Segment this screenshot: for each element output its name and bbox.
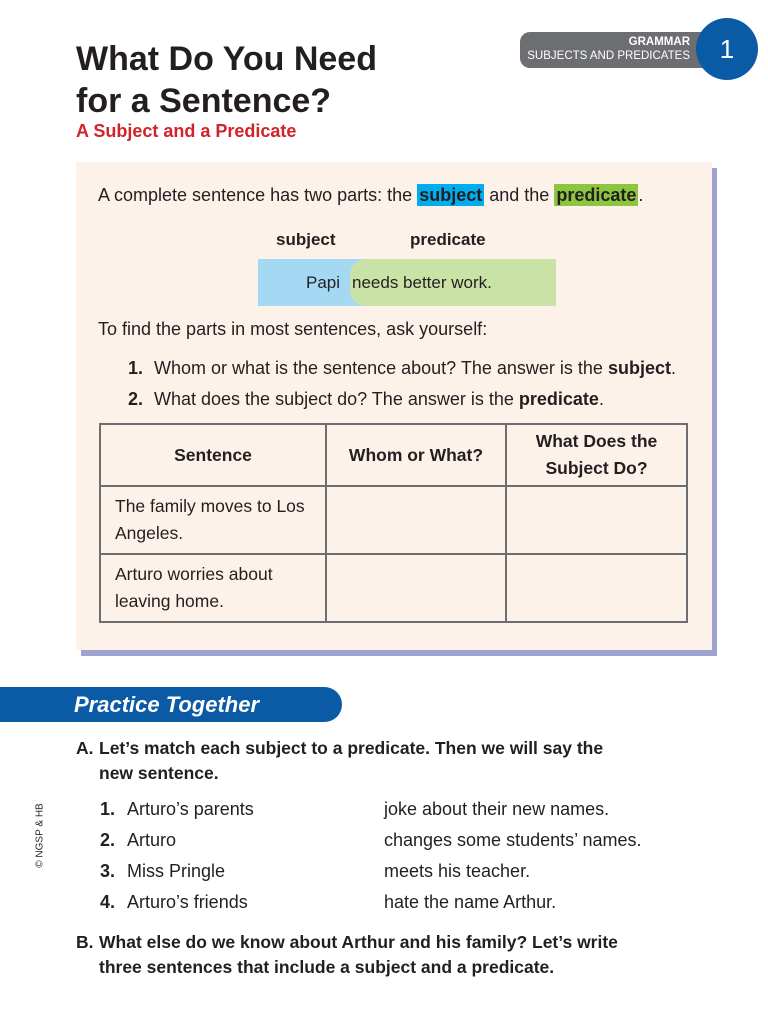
match-number: 4. (100, 892, 116, 912)
table-cell-answer[interactable] (326, 486, 506, 554)
example-sentence (258, 259, 556, 306)
intro-start: A complete sentence has two parts: the (98, 185, 413, 205)
section-tab-topic: SUBJECTS AND PREDICATES (527, 50, 690, 62)
match-predicate: meets his teacher. (384, 861, 531, 881)
column-header-whom: Whom or What? (326, 424, 506, 486)
page-title (76, 38, 377, 122)
predicate-label: predicate (410, 230, 486, 249)
step-item (128, 388, 604, 410)
table-cell-sentence: Arturo worries about leaving home. (100, 554, 326, 622)
page-subtitle: A Subject and a Predicate (76, 121, 297, 141)
table-row (100, 554, 687, 622)
match-subject (100, 891, 248, 913)
question-letter: A. (76, 738, 94, 758)
step-number: 1. (128, 358, 144, 378)
title-line-2: for a Sentence? (76, 82, 332, 120)
match-number: 1. (100, 799, 116, 819)
practice-banner (0, 687, 342, 722)
match-subject (100, 860, 225, 882)
table-header-row (100, 424, 687, 486)
section-tab (520, 32, 716, 68)
match-subject (100, 829, 176, 851)
table-cell-answer[interactable] (506, 486, 687, 554)
howto-text: To find the parts in most sentences, ask yourself: (98, 319, 488, 339)
intro-text (98, 183, 643, 207)
table-cell-answer[interactable] (326, 554, 506, 622)
question-letter: B. (76, 932, 94, 952)
step-item (128, 357, 676, 379)
example-predicate: needs better work. (352, 273, 492, 292)
match-predicate: hate the name Arthur. (384, 892, 557, 912)
step-number: 2. (128, 389, 144, 409)
subject-label: subject (276, 230, 336, 249)
table-cell-answer[interactable] (506, 554, 687, 622)
question-text: Let’s match each subject to a predicate. Then we will say the new sentence. (99, 738, 604, 783)
question-b (76, 930, 636, 980)
table-row (100, 486, 687, 554)
copyright-text: © NGSP & HB (34, 803, 46, 868)
match-subject (100, 798, 254, 820)
lesson-number-badge: 1 (696, 18, 758, 80)
match-subject-text: Arturo (127, 830, 177, 850)
predicate-highlight: predicate (556, 185, 637, 205)
match-predicate: joke about their new names. (384, 799, 610, 819)
question-text: What else do we know about Arthur and his family? Let’s write three sentences that include a subject and a predicate. (99, 932, 618, 977)
copyright-notice (30, 800, 50, 880)
step-text: What does the subject do? The answer is the (154, 389, 514, 409)
column-header-subject-do: What Does the Subject Do? (506, 424, 687, 486)
question-a (76, 736, 636, 786)
step-text: Whom or what is the sentence about? The answer is the (154, 358, 603, 378)
step-end: . (598, 389, 604, 409)
example-subject: Papi (306, 273, 341, 292)
step-bold: subject (607, 358, 671, 378)
match-predicate: changes some students’ names. (384, 830, 642, 850)
match-subject-text: Arturo’s friends (127, 892, 248, 912)
practice-banner-label: Practice Together (74, 692, 260, 717)
subject-highlight: subject (419, 185, 483, 205)
title-line-1: What Do You Need (76, 40, 377, 78)
step-bold: predicate (518, 389, 599, 409)
column-header-sentence: Sentence (100, 424, 326, 486)
match-number: 3. (100, 861, 116, 881)
section-tab-category: GRAMMAR (628, 36, 690, 48)
match-subject-text: Arturo’s parents (127, 799, 254, 819)
table-cell-sentence: The family moves to Los Angeles. (100, 486, 326, 554)
match-number: 2. (100, 830, 116, 850)
step-end: . (670, 358, 676, 378)
analysis-table (99, 423, 688, 623)
match-subject-text: Miss Pringle (127, 861, 226, 881)
intro-and: and the (489, 185, 550, 205)
intro-end: . (638, 185, 644, 205)
